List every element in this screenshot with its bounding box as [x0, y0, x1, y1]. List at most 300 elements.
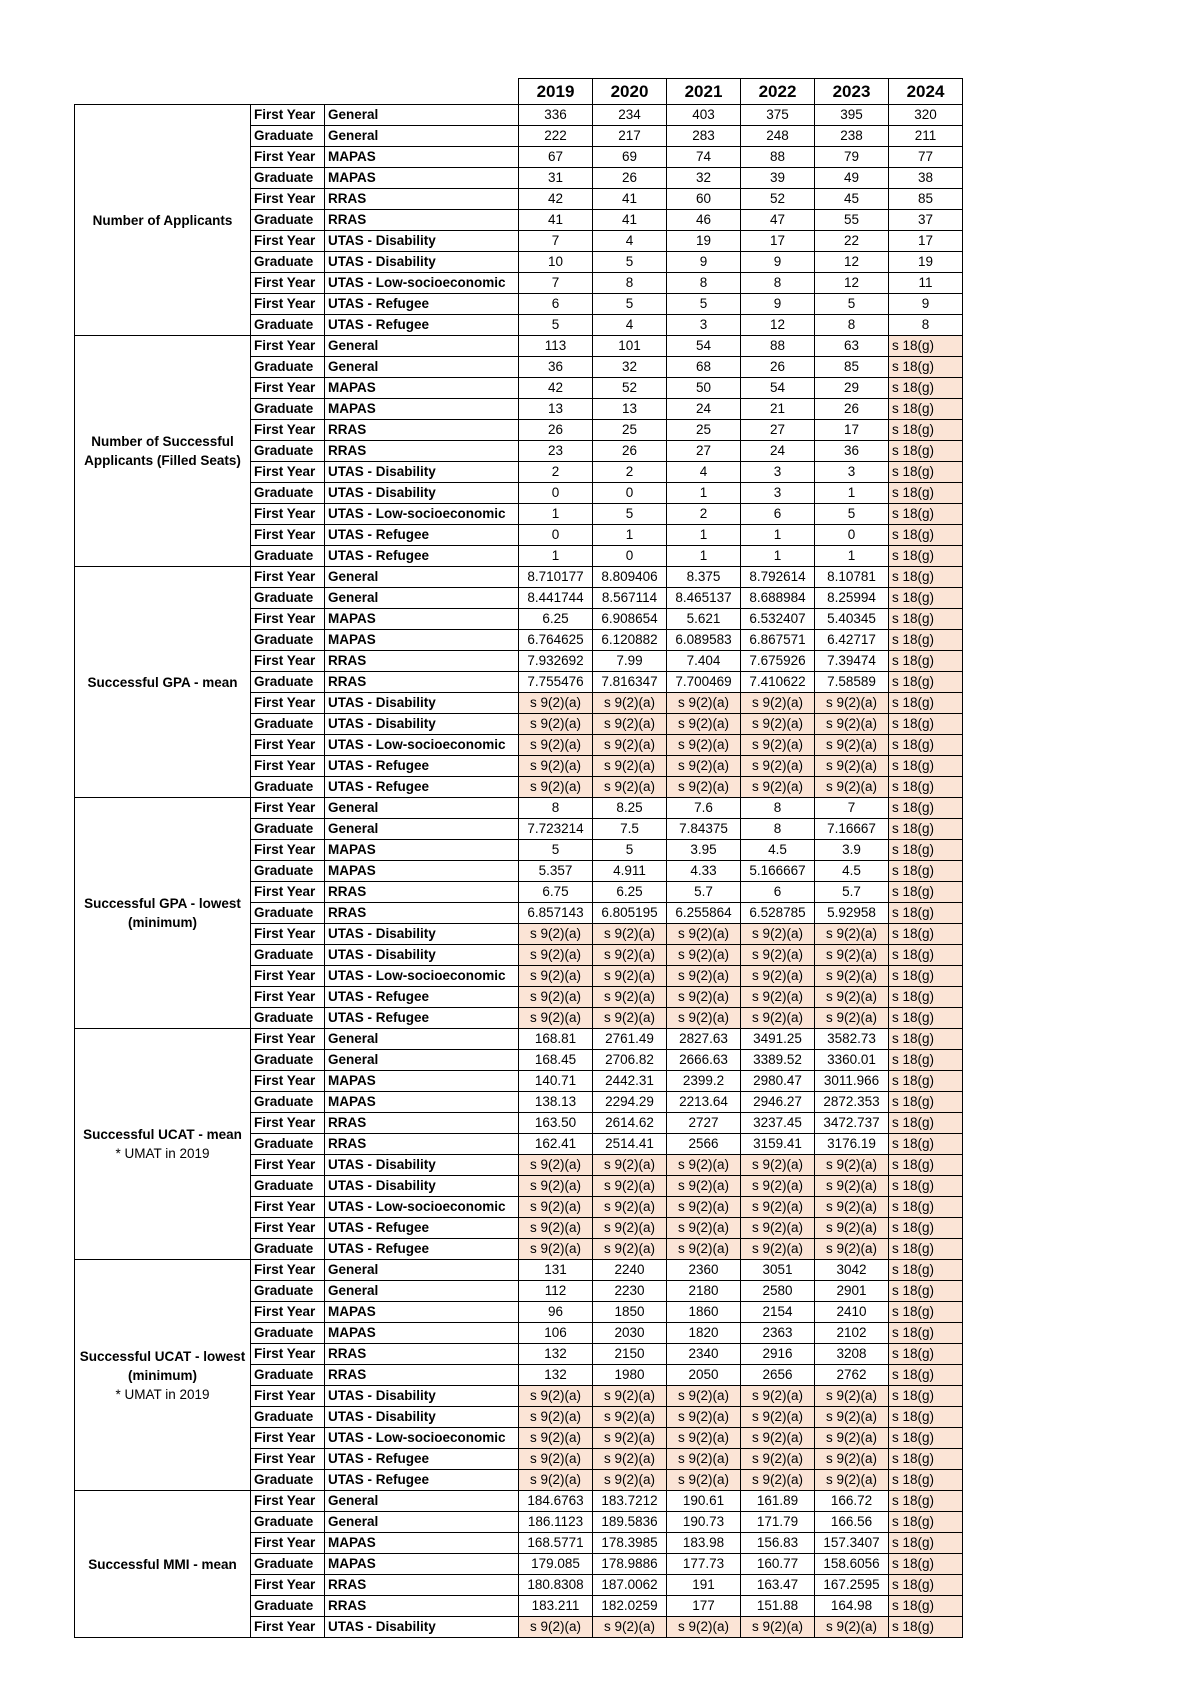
- value-cell: 26: [815, 399, 889, 420]
- metric-name: Successful MMI - mean: [88, 1556, 237, 1572]
- value-cell: 395: [815, 105, 889, 126]
- value-cell: 2514.41: [593, 1134, 667, 1155]
- value-cell: 1: [593, 525, 667, 546]
- value-cell: 211: [889, 126, 963, 147]
- pathway-cell: RRAS: [325, 210, 519, 231]
- value-cell: 8: [741, 819, 815, 840]
- value-cell: 336: [519, 105, 593, 126]
- value-cell: 3472.737: [815, 1113, 889, 1134]
- value-cell: s 18(g): [889, 1176, 963, 1197]
- value-cell: 67: [519, 147, 593, 168]
- value-cell: s 18(g): [889, 1302, 963, 1323]
- value-cell: 47: [741, 210, 815, 231]
- value-cell: 54: [667, 336, 741, 357]
- value-cell: 5: [593, 504, 667, 525]
- value-cell: s 9(2)(a): [593, 693, 667, 714]
- value-cell: s 9(2)(a): [741, 924, 815, 945]
- value-cell: s 9(2)(a): [741, 1239, 815, 1260]
- pathway-cell: MAPAS: [325, 609, 519, 630]
- value-cell: s 18(g): [889, 1239, 963, 1260]
- value-cell: 8: [889, 315, 963, 336]
- value-cell: 5: [815, 504, 889, 525]
- entry-level-cell: Graduate: [251, 777, 325, 798]
- value-cell: s 9(2)(a): [519, 1197, 593, 1218]
- value-cell: 85: [889, 189, 963, 210]
- metric-group-label: [75, 798, 251, 1029]
- value-cell: 6.857143: [519, 903, 593, 924]
- entry-level-cell: First Year: [251, 1449, 325, 1470]
- entry-level-cell: First Year: [251, 735, 325, 756]
- entry-level-cell: Graduate: [251, 483, 325, 504]
- value-cell: s 9(2)(a): [519, 1218, 593, 1239]
- value-cell: s 18(g): [889, 966, 963, 987]
- value-cell: 7.39474: [815, 651, 889, 672]
- value-cell: 8.441744: [519, 588, 593, 609]
- value-cell: s 9(2)(a): [519, 966, 593, 987]
- value-cell: s 18(g): [889, 987, 963, 1008]
- value-cell: 7.58589: [815, 672, 889, 693]
- value-cell: 7.84375: [667, 819, 741, 840]
- value-cell: 0: [519, 525, 593, 546]
- value-cell: 191: [667, 1575, 741, 1596]
- value-cell: 0: [815, 525, 889, 546]
- value-cell: s 9(2)(a): [519, 1449, 593, 1470]
- value-cell: s 9(2)(a): [593, 945, 667, 966]
- value-cell: 2154: [741, 1302, 815, 1323]
- value-cell: s 9(2)(a): [667, 1176, 741, 1197]
- entry-level-cell: First Year: [251, 609, 325, 630]
- value-cell: 6: [519, 294, 593, 315]
- value-cell: s 18(g): [889, 420, 963, 441]
- value-cell: 2240: [593, 1260, 667, 1281]
- value-cell: s 9(2)(a): [815, 1218, 889, 1239]
- value-cell: s 9(2)(a): [741, 693, 815, 714]
- value-cell: 2294.29: [593, 1092, 667, 1113]
- value-cell: s 18(g): [889, 1554, 963, 1575]
- value-cell: 222: [519, 126, 593, 147]
- entry-level-cell: Graduate: [251, 1554, 325, 1575]
- value-cell: 5: [667, 294, 741, 315]
- entry-level-cell: First Year: [251, 1155, 325, 1176]
- entry-level-cell: First Year: [251, 966, 325, 987]
- value-cell: s 9(2)(a): [741, 1407, 815, 1428]
- pathway-cell: MAPAS: [325, 1071, 519, 1092]
- value-cell: s 18(g): [889, 1596, 963, 1617]
- value-cell: s 9(2)(a): [667, 1197, 741, 1218]
- value-cell: s 18(g): [889, 504, 963, 525]
- value-cell: s 9(2)(a): [667, 756, 741, 777]
- entry-level-cell: Graduate: [251, 1092, 325, 1113]
- value-cell: 8.375: [667, 567, 741, 588]
- entry-level-cell: Graduate: [251, 1596, 325, 1617]
- value-cell: 12: [815, 252, 889, 273]
- pathway-cell: General: [325, 798, 519, 819]
- pathway-cell: MAPAS: [325, 840, 519, 861]
- value-cell: 52: [593, 378, 667, 399]
- entry-level-cell: First Year: [251, 1344, 325, 1365]
- value-cell: 2230: [593, 1281, 667, 1302]
- value-cell: s 9(2)(a): [815, 1176, 889, 1197]
- value-cell: 7.410622: [741, 672, 815, 693]
- value-cell: 186.1123: [519, 1512, 593, 1533]
- value-cell: 182.0259: [593, 1596, 667, 1617]
- blank-header-cell: [251, 79, 325, 105]
- value-cell: 25: [667, 420, 741, 441]
- pathway-cell: UTAS - Refugee: [325, 1449, 519, 1470]
- value-cell: s 9(2)(a): [593, 756, 667, 777]
- value-cell: 3491.25: [741, 1029, 815, 1050]
- entry-level-cell: First Year: [251, 1491, 325, 1512]
- value-cell: 4.33: [667, 861, 741, 882]
- pathway-cell: UTAS - Low-socioeconomic: [325, 1428, 519, 1449]
- value-cell: 2340: [667, 1344, 741, 1365]
- value-cell: 26: [519, 420, 593, 441]
- value-cell: 17: [741, 231, 815, 252]
- metric-group-label: [75, 336, 251, 567]
- value-cell: 183.211: [519, 1596, 593, 1617]
- value-cell: s 18(g): [889, 798, 963, 819]
- value-cell: 3176.19: [815, 1134, 889, 1155]
- value-cell: s 18(g): [889, 1113, 963, 1134]
- value-cell: 5: [593, 294, 667, 315]
- value-cell: s 9(2)(a): [667, 966, 741, 987]
- entry-level-cell: Graduate: [251, 672, 325, 693]
- pathway-cell: MAPAS: [325, 1323, 519, 1344]
- value-cell: s 9(2)(a): [741, 1176, 815, 1197]
- value-cell: 106: [519, 1323, 593, 1344]
- value-cell: s 18(g): [889, 1008, 963, 1029]
- value-cell: 5: [519, 315, 593, 336]
- value-cell: s 9(2)(a): [667, 1470, 741, 1491]
- entry-level-cell: First Year: [251, 567, 325, 588]
- value-cell: 1: [815, 483, 889, 504]
- value-cell: 7.755476: [519, 672, 593, 693]
- value-cell: s 9(2)(a): [815, 714, 889, 735]
- value-cell: 13: [519, 399, 593, 420]
- value-cell: s 18(g): [889, 1029, 963, 1050]
- value-cell: 6.25: [593, 882, 667, 903]
- value-cell: 1850: [593, 1302, 667, 1323]
- value-cell: s 9(2)(a): [741, 1428, 815, 1449]
- value-cell: s 18(g): [889, 735, 963, 756]
- value-cell: s 18(g): [889, 777, 963, 798]
- entry-level-cell: Graduate: [251, 441, 325, 462]
- entry-level-cell: Graduate: [251, 1323, 325, 1344]
- value-cell: 41: [593, 189, 667, 210]
- entry-level-cell: First Year: [251, 525, 325, 546]
- entry-level-cell: Graduate: [251, 357, 325, 378]
- value-cell: s 9(2)(a): [741, 756, 815, 777]
- value-cell: 26: [741, 357, 815, 378]
- value-cell: 2666.63: [667, 1050, 741, 1071]
- value-cell: 1: [667, 546, 741, 567]
- value-cell: 63: [815, 336, 889, 357]
- value-cell: 163.47: [741, 1575, 815, 1596]
- value-cell: 6.42717: [815, 630, 889, 651]
- value-cell: s 18(g): [889, 609, 963, 630]
- value-cell: 74: [667, 147, 741, 168]
- value-cell: 2761.49: [593, 1029, 667, 1050]
- value-cell: 132: [519, 1365, 593, 1386]
- value-cell: s 9(2)(a): [815, 756, 889, 777]
- value-cell: s 18(g): [889, 441, 963, 462]
- value-cell: 7.6: [667, 798, 741, 819]
- value-cell: s 9(2)(a): [593, 987, 667, 1008]
- value-cell: s 9(2)(a): [667, 1008, 741, 1029]
- value-cell: 180.8308: [519, 1575, 593, 1596]
- value-cell: 4.5: [741, 840, 815, 861]
- value-cell: s 9(2)(a): [815, 1386, 889, 1407]
- value-cell: s 9(2)(a): [741, 966, 815, 987]
- value-cell: 177.73: [667, 1554, 741, 1575]
- value-cell: s 9(2)(a): [519, 1407, 593, 1428]
- pathway-cell: UTAS - Refugee: [325, 546, 519, 567]
- entry-level-cell: First Year: [251, 294, 325, 315]
- value-cell: 32: [667, 168, 741, 189]
- value-cell: 39: [741, 168, 815, 189]
- value-cell: 3360.01: [815, 1050, 889, 1071]
- value-cell: s 9(2)(a): [815, 987, 889, 1008]
- value-cell: s 9(2)(a): [667, 987, 741, 1008]
- value-cell: 7.932692: [519, 651, 593, 672]
- value-cell: s 18(g): [889, 567, 963, 588]
- value-cell: s 18(g): [889, 651, 963, 672]
- entry-level-cell: Graduate: [251, 1008, 325, 1029]
- value-cell: 7.700469: [667, 672, 741, 693]
- value-cell: s 9(2)(a): [667, 1428, 741, 1449]
- value-cell: 6.25: [519, 609, 593, 630]
- value-cell: s 9(2)(a): [741, 1449, 815, 1470]
- value-cell: s 9(2)(a): [667, 714, 741, 735]
- value-cell: s 9(2)(a): [519, 1386, 593, 1407]
- value-cell: s 9(2)(a): [519, 735, 593, 756]
- value-cell: s 9(2)(a): [815, 735, 889, 756]
- metric-name: Successful UCAT - mean: [83, 1127, 242, 1142]
- entry-level-cell: Graduate: [251, 210, 325, 231]
- value-cell: 7: [519, 273, 593, 294]
- value-cell: s 18(g): [889, 1491, 963, 1512]
- pathway-cell: MAPAS: [325, 168, 519, 189]
- value-cell: 8.25: [593, 798, 667, 819]
- entry-level-cell: First Year: [251, 924, 325, 945]
- value-cell: 2030: [593, 1323, 667, 1344]
- value-cell: 2872.353: [815, 1092, 889, 1113]
- value-cell: s 18(g): [889, 1260, 963, 1281]
- value-cell: s 9(2)(a): [741, 1470, 815, 1491]
- value-cell: 17: [889, 231, 963, 252]
- value-cell: 6.532407: [741, 609, 815, 630]
- value-cell: s 9(2)(a): [667, 735, 741, 756]
- value-cell: 178.9886: [593, 1554, 667, 1575]
- value-cell: s 18(g): [889, 903, 963, 924]
- value-cell: 3237.45: [741, 1113, 815, 1134]
- value-cell: 27: [667, 441, 741, 462]
- entry-level-cell: Graduate: [251, 1050, 325, 1071]
- value-cell: 6.908654: [593, 609, 667, 630]
- value-cell: 8: [815, 315, 889, 336]
- pathway-cell: General: [325, 588, 519, 609]
- entry-level-cell: First Year: [251, 1428, 325, 1449]
- value-cell: s 9(2)(a): [519, 945, 593, 966]
- value-cell: s 9(2)(a): [593, 1155, 667, 1176]
- pathway-cell: UTAS - Refugee: [325, 756, 519, 777]
- value-cell: 25: [593, 420, 667, 441]
- value-cell: s 18(g): [889, 588, 963, 609]
- value-cell: 2399.2: [667, 1071, 741, 1092]
- value-cell: 52: [741, 189, 815, 210]
- value-cell: 26: [593, 441, 667, 462]
- value-cell: 29: [815, 378, 889, 399]
- pathway-cell: General: [325, 105, 519, 126]
- value-cell: s 18(g): [889, 1470, 963, 1491]
- value-cell: 54: [741, 378, 815, 399]
- value-cell: s 18(g): [889, 357, 963, 378]
- value-cell: 27: [741, 420, 815, 441]
- value-cell: s 9(2)(a): [741, 714, 815, 735]
- pathway-cell: RRAS: [325, 1596, 519, 1617]
- value-cell: 7: [519, 231, 593, 252]
- value-cell: 6.255864: [667, 903, 741, 924]
- pathway-cell: UTAS - Low-socioeconomic: [325, 966, 519, 987]
- value-cell: 24: [667, 399, 741, 420]
- table-row: [75, 1029, 963, 1050]
- value-cell: 2762: [815, 1365, 889, 1386]
- value-cell: 23: [519, 441, 593, 462]
- value-cell: s 9(2)(a): [741, 777, 815, 798]
- value-cell: 3389.52: [741, 1050, 815, 1071]
- value-cell: s 9(2)(a): [741, 987, 815, 1008]
- value-cell: s 9(2)(a): [593, 1449, 667, 1470]
- value-cell: s 9(2)(a): [815, 693, 889, 714]
- value-cell: s 9(2)(a): [741, 1197, 815, 1218]
- value-cell: s 9(2)(a): [815, 1449, 889, 1470]
- value-cell: s 9(2)(a): [593, 1617, 667, 1638]
- value-cell: 8: [519, 798, 593, 819]
- value-cell: 2180: [667, 1281, 741, 1302]
- value-cell: s 18(g): [889, 1155, 963, 1176]
- value-cell: s 9(2)(a): [593, 1197, 667, 1218]
- value-cell: s 9(2)(a): [815, 1239, 889, 1260]
- value-cell: 140.71: [519, 1071, 593, 1092]
- value-cell: 55: [815, 210, 889, 231]
- entry-level-cell: Graduate: [251, 126, 325, 147]
- value-cell: 8: [667, 273, 741, 294]
- entry-level-cell: Graduate: [251, 252, 325, 273]
- value-cell: 5: [815, 294, 889, 315]
- entry-level-cell: Graduate: [251, 861, 325, 882]
- value-cell: 5: [519, 840, 593, 861]
- value-cell: 1820: [667, 1323, 741, 1344]
- pathway-cell: UTAS - Refugee: [325, 987, 519, 1008]
- value-cell: 1: [667, 483, 741, 504]
- value-cell: 3.95: [667, 840, 741, 861]
- pathway-cell: General: [325, 567, 519, 588]
- value-cell: s 18(g): [889, 861, 963, 882]
- year-header: 2022: [741, 79, 815, 105]
- value-cell: s 18(g): [889, 1386, 963, 1407]
- value-cell: 21: [741, 399, 815, 420]
- table-row: [75, 1260, 963, 1281]
- value-cell: 184.6763: [519, 1491, 593, 1512]
- value-cell: s 18(g): [889, 525, 963, 546]
- value-cell: 85: [815, 357, 889, 378]
- entry-level-cell: First Year: [251, 882, 325, 903]
- value-cell: 320: [889, 105, 963, 126]
- entry-level-cell: Graduate: [251, 903, 325, 924]
- value-cell: 9: [889, 294, 963, 315]
- value-cell: 8.688984: [741, 588, 815, 609]
- year-header: 2021: [667, 79, 741, 105]
- pathway-cell: RRAS: [325, 441, 519, 462]
- value-cell: s 9(2)(a): [815, 1407, 889, 1428]
- value-cell: 60: [667, 189, 741, 210]
- pathway-cell: General: [325, 1491, 519, 1512]
- value-cell: s 9(2)(a): [519, 1155, 593, 1176]
- value-cell: 179.085: [519, 1554, 593, 1575]
- value-cell: 156.83: [741, 1533, 815, 1554]
- value-cell: s 9(2)(a): [593, 1176, 667, 1197]
- value-cell: s 9(2)(a): [815, 777, 889, 798]
- value-cell: s 9(2)(a): [593, 777, 667, 798]
- value-cell: 3208: [815, 1344, 889, 1365]
- pathway-cell: General: [325, 1029, 519, 1050]
- value-cell: 2363: [741, 1323, 815, 1344]
- value-cell: 6: [741, 882, 815, 903]
- value-cell: s 9(2)(a): [815, 1155, 889, 1176]
- value-cell: s 9(2)(a): [593, 1218, 667, 1239]
- value-cell: 403: [667, 105, 741, 126]
- value-cell: s 9(2)(a): [667, 1407, 741, 1428]
- pathway-cell: UTAS - Low-socioeconomic: [325, 504, 519, 525]
- entry-level-cell: First Year: [251, 1617, 325, 1638]
- value-cell: 2410: [815, 1302, 889, 1323]
- value-cell: 37: [889, 210, 963, 231]
- value-cell: 190.61: [667, 1491, 741, 1512]
- value-cell: 3159.41: [741, 1134, 815, 1155]
- value-cell: 167.2595: [815, 1575, 889, 1596]
- value-cell: s 18(g): [889, 462, 963, 483]
- value-cell: 164.98: [815, 1596, 889, 1617]
- value-cell: 138.13: [519, 1092, 593, 1113]
- entry-level-cell: Graduate: [251, 1239, 325, 1260]
- pathway-cell: General: [325, 126, 519, 147]
- value-cell: s 9(2)(a): [519, 1176, 593, 1197]
- pathway-cell: UTAS - Disability: [325, 1407, 519, 1428]
- entry-level-cell: Graduate: [251, 546, 325, 567]
- value-cell: 2: [667, 504, 741, 525]
- entry-level-cell: Graduate: [251, 945, 325, 966]
- value-cell: 4: [667, 462, 741, 483]
- value-cell: 238: [815, 126, 889, 147]
- pathway-cell: RRAS: [325, 1113, 519, 1134]
- pathway-cell: RRAS: [325, 1344, 519, 1365]
- entry-level-cell: First Year: [251, 189, 325, 210]
- value-cell: s 9(2)(a): [519, 756, 593, 777]
- entry-level-cell: Graduate: [251, 588, 325, 609]
- value-cell: s 9(2)(a): [593, 1008, 667, 1029]
- value-cell: s 9(2)(a): [815, 1428, 889, 1449]
- value-cell: s 18(g): [889, 1428, 963, 1449]
- value-cell: s 18(g): [889, 1407, 963, 1428]
- metric-name: Number of Applicants: [92, 212, 233, 228]
- value-cell: s 9(2)(a): [815, 945, 889, 966]
- value-cell: 8.710177: [519, 567, 593, 588]
- value-cell: 101: [593, 336, 667, 357]
- value-cell: s 9(2)(a): [667, 1386, 741, 1407]
- value-cell: 4.5: [815, 861, 889, 882]
- value-cell: 2580: [741, 1281, 815, 1302]
- value-cell: 31: [519, 168, 593, 189]
